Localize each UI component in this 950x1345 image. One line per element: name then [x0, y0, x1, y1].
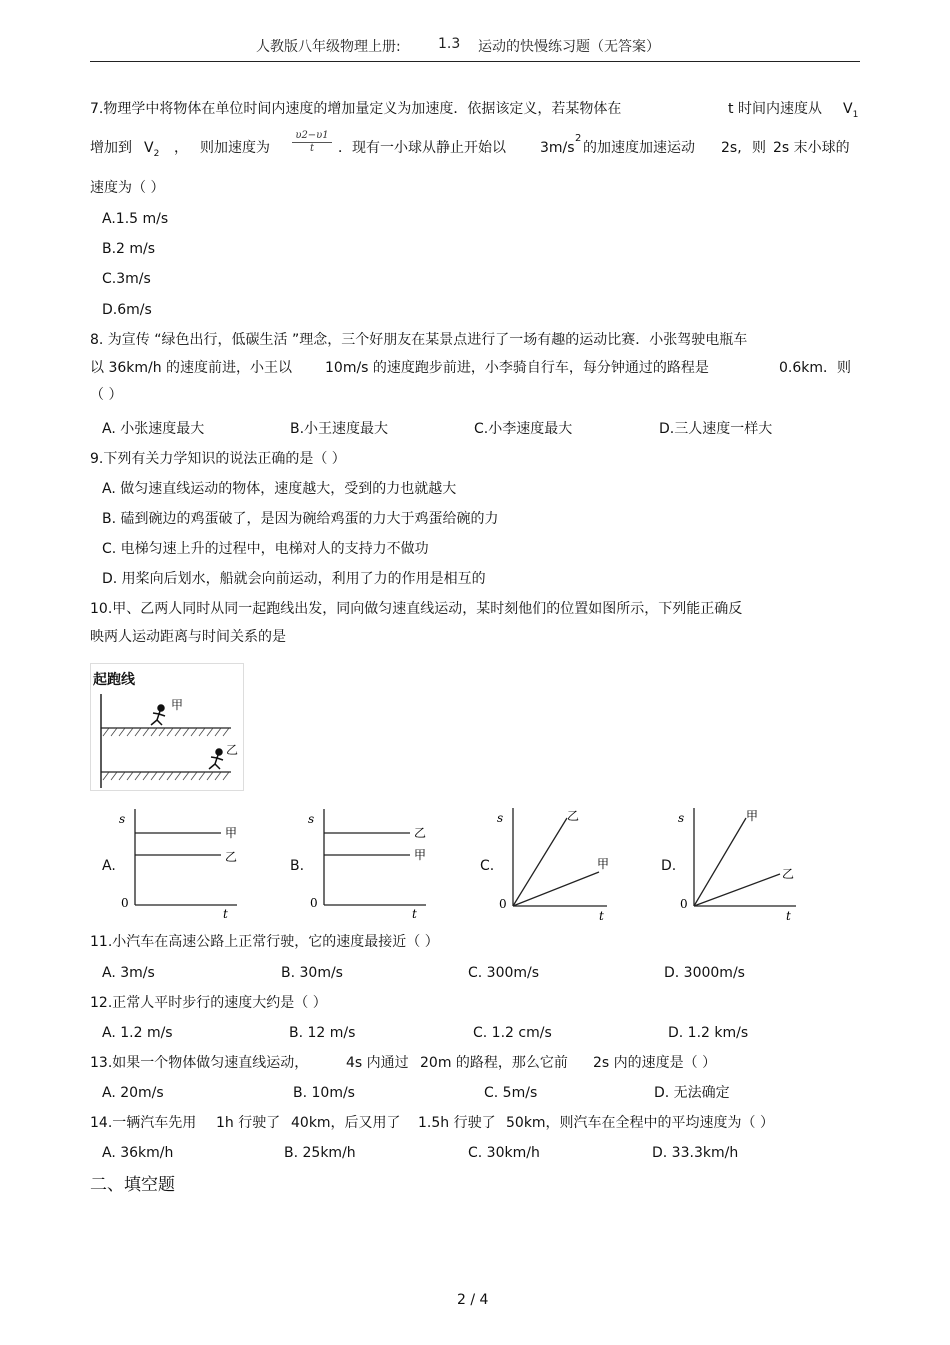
q12-option-c: C. 1.2 cm/s	[473, 1025, 552, 1041]
q13-stem-c: 20m 的路程，那么它前	[420, 1055, 568, 1071]
q14-option-d: D. 33.3km/h	[652, 1145, 739, 1161]
q8-line3: （ ）	[90, 387, 123, 403]
q7-line2-e: 3m/s	[540, 140, 575, 156]
q10-graph-b	[306, 803, 434, 921]
q10-option-c-letter: C.	[480, 858, 495, 874]
q7-v1: $V_1$	[843, 101, 859, 120]
q11-option-a: A. 3m/s	[102, 965, 155, 981]
graph-c-shallow-line	[513, 872, 599, 906]
runner-jia-label: 甲	[171, 698, 184, 712]
graph-d-origin: 0	[680, 897, 688, 911]
q7-option-c: C.3m/s	[102, 271, 151, 287]
track-title: 起跑线	[93, 672, 135, 688]
section-fill-in-blank-title: 二、填空题	[90, 1175, 175, 1195]
q14-option-c: C. 30km/h	[468, 1145, 540, 1161]
q10-option-d-letter: D.	[661, 858, 677, 874]
q8-line2-c: 0.6km．则	[779, 360, 852, 376]
graph-c-svg	[495, 800, 613, 924]
graph-d-s-label: s	[678, 811, 685, 825]
q7-line1-t: t 时间内速度从	[728, 101, 822, 117]
graph-b-svg	[306, 803, 434, 921]
q14-stem-d: 1.5h 行驶了	[418, 1115, 496, 1131]
header-title: 运动的快慢练习题（无答案）	[478, 39, 660, 55]
q11-option-c: C. 300m/s	[468, 965, 540, 981]
q7-option-a: A.1.5 m/s	[102, 211, 169, 227]
q7-line2-a: 增加到	[90, 140, 132, 156]
q9-option-a: A. 做匀速直线运动的物体，速度越大，受到的力也就越大	[102, 481, 457, 497]
q10-graph-a	[117, 803, 245, 921]
graph-c-origin: 0	[499, 897, 507, 911]
q7-line2-h: 则	[752, 140, 766, 156]
q10-graph-c	[495, 800, 613, 924]
q8-line2-b: 10m/s 的速度跑步前进，小李骑自行车，每分钟通过的路程是	[325, 360, 709, 376]
q7-fraction-numerator: υ2−υ1	[295, 130, 329, 141]
q7-v2: $V_2$	[144, 140, 160, 159]
q9-option-b: B. 磕到碗边的鸡蛋破了，是因为碗给鸡蛋的力大于鸡蛋给碗的力	[102, 511, 499, 527]
q10-track-figure	[90, 663, 244, 791]
q10-line1: 10.甲、乙两人同时从同一起跑线出发，同向做匀速直线运动，某时刻他们的位置如图所示，下列能正确反	[90, 601, 743, 617]
q7-option-d: D.6m/s	[102, 302, 152, 318]
q7-line2-g: 2s,	[721, 140, 742, 156]
q7-line1: 7.物理学中将物体在单位时间内速度的增加量定义为加速度．依据该定义，若某物体在	[90, 101, 622, 117]
graph-b-top-label: 乙	[414, 826, 427, 840]
q7-line2-c: 则加速度为	[200, 140, 270, 156]
graph-b-s-label: s	[308, 812, 315, 826]
graph-b-t-label: t	[412, 907, 417, 921]
graph-c-shallow-label: 甲	[597, 857, 610, 871]
q9-option-d: D. 用桨向后划水，船就会向前运动，利用了力的作用是相互的	[102, 571, 486, 587]
q12-stem: 12.正常人平时步行的速度大约是（ ）	[90, 995, 327, 1011]
q13-option-a: A. 20m/s	[102, 1085, 164, 1101]
q8-line2-a: 以 36km/h 的速度前进，小王以	[90, 360, 293, 376]
page-number: 2 / 4	[457, 1292, 489, 1308]
track-diagram	[91, 664, 243, 790]
graph-d-svg	[676, 800, 802, 924]
q9-stem: 9.下列有关力学知识的说法正确的是（ ）	[90, 451, 346, 467]
q8-line1: 8. 为宣传 “绿色出行，低碳生活 ”理念，三个好朋友在某景点进行了一场有趣的运动比赛．小张驾驶电瓶车	[90, 332, 748, 348]
q7-superscript: 2	[575, 133, 582, 144]
q7-line2-b: ，	[174, 140, 188, 156]
q13-stem-d: 2s 内的速度是（ ）	[593, 1055, 717, 1071]
graph-d-steep-label: 甲	[746, 809, 759, 823]
q11-stem: 11.小汽车在高速公路上正常行驶，它的速度最接近（ ）	[90, 934, 439, 950]
q12-option-a: A. 1.2 m/s	[102, 1025, 173, 1041]
q12-option-d: D. 1.2 km/s	[668, 1025, 749, 1041]
q10-line2: 映两人运动距离与时间关系的是	[90, 629, 286, 645]
q8-option-c: C.小李速度最大	[474, 421, 573, 437]
graph-a-bottom-label: 乙	[225, 850, 238, 864]
q7-option-b: B.2 m/s	[102, 241, 156, 257]
q14-stem-e: 50km，则汽车在全程中的平均速度为（ ）	[506, 1115, 775, 1131]
q13-stem-a: 13.如果一个物体做匀速直线运动，	[90, 1055, 309, 1071]
q7-line2-i: 2s 末小球的	[773, 140, 850, 156]
graph-b-bottom-label: 甲	[414, 848, 427, 862]
q14-stem-c: 40km，后又用了	[291, 1115, 401, 1131]
graph-a-svg	[117, 803, 245, 921]
q14-stem-a: 14.一辆汽车先用	[90, 1115, 197, 1131]
q7-fraction-denominator: t	[309, 143, 315, 154]
graph-b-origin: 0	[310, 896, 318, 910]
header-book: 人教版八年级物理上册:	[256, 39, 401, 55]
q13-option-d: D. 无法确定	[654, 1085, 730, 1101]
q8-option-a: A. 小张速度最大	[102, 421, 205, 437]
runner-jia-icon	[151, 705, 165, 725]
q11-option-b: B. 30m/s	[281, 965, 343, 981]
q11-option-d: D. 3000m/s	[664, 965, 745, 981]
graph-c-steep-line	[513, 818, 567, 906]
header-rule	[90, 61, 860, 62]
q9-option-c: C. 电梯匀速上升的过程中，电梯对人的支持力不做功	[102, 541, 429, 557]
graph-a-origin: 0	[121, 896, 129, 910]
graph-d-steep-line	[694, 818, 746, 906]
q13-option-b: B. 10m/s	[293, 1085, 355, 1101]
header-section: 1.3	[438, 36, 461, 52]
runner-yi-icon	[209, 749, 223, 769]
q14-stem-b: 1h 行驶了	[216, 1115, 281, 1131]
q7-line2-d: ．现有一小球从静止开始以	[338, 140, 506, 156]
q7-fraction	[290, 130, 334, 154]
runner-yi-label: 乙	[226, 743, 239, 757]
q7-line3: 速度为（ ）	[90, 180, 165, 196]
q13-option-c: C. 5m/s	[484, 1085, 538, 1101]
graph-c-t-label: t	[599, 909, 604, 923]
graph-d-shallow-line	[694, 874, 780, 906]
graph-c-s-label: s	[497, 811, 504, 825]
q10-option-b-letter: B.	[290, 858, 305, 874]
graph-a-s-label: s	[119, 812, 126, 826]
q8-option-b: B.小王速度最大	[290, 421, 389, 437]
graph-d-t-label: t	[786, 909, 791, 923]
graph-a-top-label: 甲	[225, 826, 238, 840]
q10-graph-d	[676, 800, 802, 924]
graph-a-t-label: t	[223, 907, 228, 921]
q7-line2-f: 的加速度加速运动	[583, 140, 695, 156]
q14-option-a: A. 36km/h	[102, 1145, 174, 1161]
graph-d-shallow-label: 乙	[782, 867, 795, 881]
q10-option-a-letter: A.	[102, 858, 116, 874]
q14-option-b: B. 25km/h	[284, 1145, 356, 1161]
q12-option-b: B. 12 m/s	[289, 1025, 356, 1041]
q13-stem-b: 4s 内通过	[346, 1055, 409, 1071]
graph-c-steep-label: 乙	[567, 809, 580, 823]
q8-option-d: D.三人速度一样大	[659, 421, 773, 437]
